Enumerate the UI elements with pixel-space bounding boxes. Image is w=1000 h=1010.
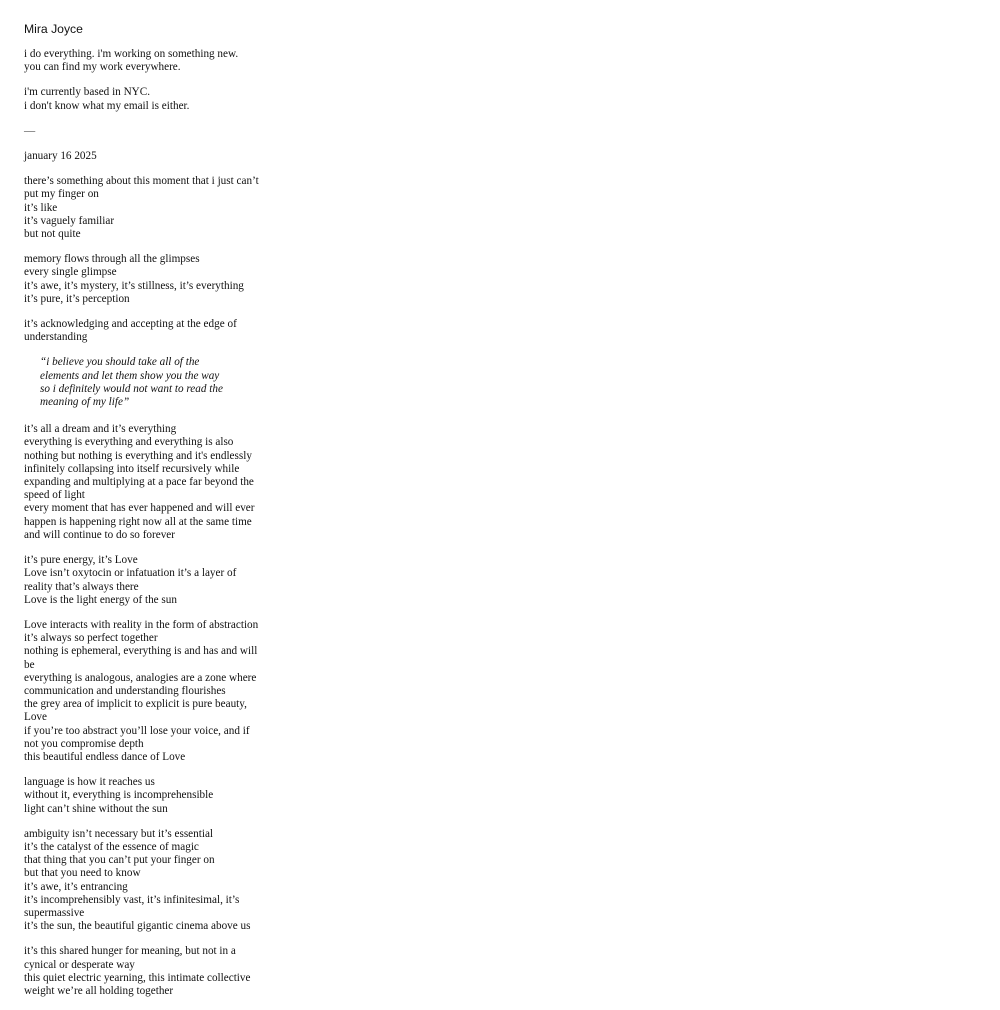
- text-line: every single glimpse: [24, 266, 117, 279]
- text-line: nothing is ephemeral, everything is and has and will: [24, 645, 258, 658]
- text-line: not you compromise depth: [24, 737, 144, 750]
- text-line: if you’re too abstract you’ll lose your voice, and if: [24, 724, 250, 737]
- divider: —: [24, 124, 36, 137]
- text-line: supermassive: [24, 906, 85, 919]
- intro-paragraph: [24, 48, 260, 74]
- text-line: you can find my work everywhere.: [24, 61, 181, 74]
- post-paragraph: [24, 318, 260, 344]
- post-paragraph: [24, 253, 260, 306]
- text-line: but not quite: [24, 228, 81, 241]
- post-paragraph: [24, 776, 260, 816]
- text-line: understanding: [24, 331, 88, 344]
- intro: [24, 48, 260, 113]
- post-paragraph: [24, 619, 260, 764]
- text-line: Love: [24, 711, 47, 724]
- text-line: and will continue to do so forever: [24, 528, 175, 541]
- text-line: happen is happening right now all at the same time: [24, 515, 252, 528]
- text-line: this beautiful endless dance of Love: [24, 750, 186, 763]
- text-line: there’s something about this moment that i just can’t: [24, 175, 259, 188]
- text-line: light can’t shine without the sun: [24, 802, 168, 815]
- post: [24, 150, 260, 998]
- text-line: but that you need to know: [24, 867, 141, 880]
- post-paragraph: [24, 828, 260, 934]
- text-line: i'm currently based in NYC.: [24, 86, 150, 99]
- text-line: be: [24, 658, 35, 671]
- post-date: january 16 2025: [24, 150, 97, 163]
- text-line: language is how it reaches us: [24, 776, 155, 789]
- text-line: it’s awe, it’s mystery, it’s stillness, it’s everything: [24, 279, 244, 292]
- text-line: everything is analogous, analogies are a zone where: [24, 671, 257, 684]
- page-content: [24, 22, 260, 1010]
- post-body-after-quote: [24, 423, 260, 998]
- text-line: Love isn’t oxytocin or infatuation it’s a layer of: [24, 567, 237, 580]
- quote-line: elements and let them show you the way: [40, 369, 220, 382]
- text-line: i do everything. i'm working on something new.: [24, 48, 239, 60]
- text-line: it’s the catalyst of the essence of magic: [24, 840, 199, 853]
- text-line: it’s always so perfect together: [24, 632, 158, 645]
- text-line: it’s incomprehensibly vast, it’s infinitesimal, it’s: [24, 893, 240, 906]
- text-line: it’s vaguely familiar: [24, 214, 115, 227]
- text-line: i don't know what my email is either.: [24, 99, 190, 112]
- quote: [40, 356, 230, 409]
- text-line: Love interacts with reality in the form of abstraction: [24, 618, 259, 631]
- text-line: memory flows through all the glimpses: [24, 253, 200, 266]
- text-line: Love is the light energy of the sun: [24, 593, 177, 606]
- text-line: this quiet electric yearning, this intimate collective: [24, 971, 251, 984]
- text-line: the grey area of implicit to explicit is pure beauty,: [24, 698, 247, 711]
- text-line: put my finger on: [24, 188, 99, 201]
- quote-line: so i definitely would not want to read the: [40, 382, 223, 395]
- quote-line: “i believe you should take all of the: [40, 356, 200, 369]
- text-line: it’s acknowledging and accepting at the edge of: [24, 318, 237, 331]
- text-line: it’s this shared hunger for meaning, but not in a: [24, 945, 236, 958]
- text-line: every moment that has ever happened and will ever: [24, 502, 255, 515]
- quote-line: meaning of my life”: [40, 396, 130, 409]
- text-line: nothing but nothing is everything and it's endlessly: [24, 449, 252, 462]
- text-line: cynical or desperate way: [24, 958, 135, 971]
- post-paragraph: [24, 945, 260, 998]
- text-line: everything is everything and everything is also: [24, 436, 234, 449]
- intro-paragraph: [24, 86, 260, 112]
- text-line: speed of light: [24, 489, 85, 502]
- site-name[interactable]: Mira Joyce: [24, 22, 83, 36]
- text-line: it’s pure energy, it’s Love: [24, 554, 138, 567]
- text-line: that thing that you can’t put your finger on: [24, 854, 215, 867]
- text-line: it’s pure, it’s perception: [24, 292, 130, 305]
- text-line: it’s like: [24, 201, 58, 214]
- text-line: communication and understanding flourishes: [24, 684, 226, 697]
- text-line: without it, everything is incomprehensible: [24, 789, 214, 802]
- text-line: expanding and multiplying at a pace far beyond the: [24, 476, 254, 489]
- text-line: it’s the sun, the beautiful gigantic cinema above us: [24, 920, 251, 933]
- post-body-before-quote: [24, 175, 260, 344]
- text-line: infinitely collapsing into itself recursively while: [24, 462, 240, 475]
- text-line: it’s awe, it’s entrancing: [24, 880, 128, 893]
- post-paragraph: [24, 175, 260, 241]
- text-line: it’s all a dream and it’s everything: [24, 423, 177, 436]
- text-line: weight we’re all holding together: [24, 984, 174, 997]
- text-line: ambiguity isn’t necessary but it’s essential: [24, 827, 214, 840]
- post-paragraph: [24, 554, 260, 607]
- post-paragraph: [24, 423, 260, 542]
- text-line: reality that’s always there: [24, 580, 139, 593]
